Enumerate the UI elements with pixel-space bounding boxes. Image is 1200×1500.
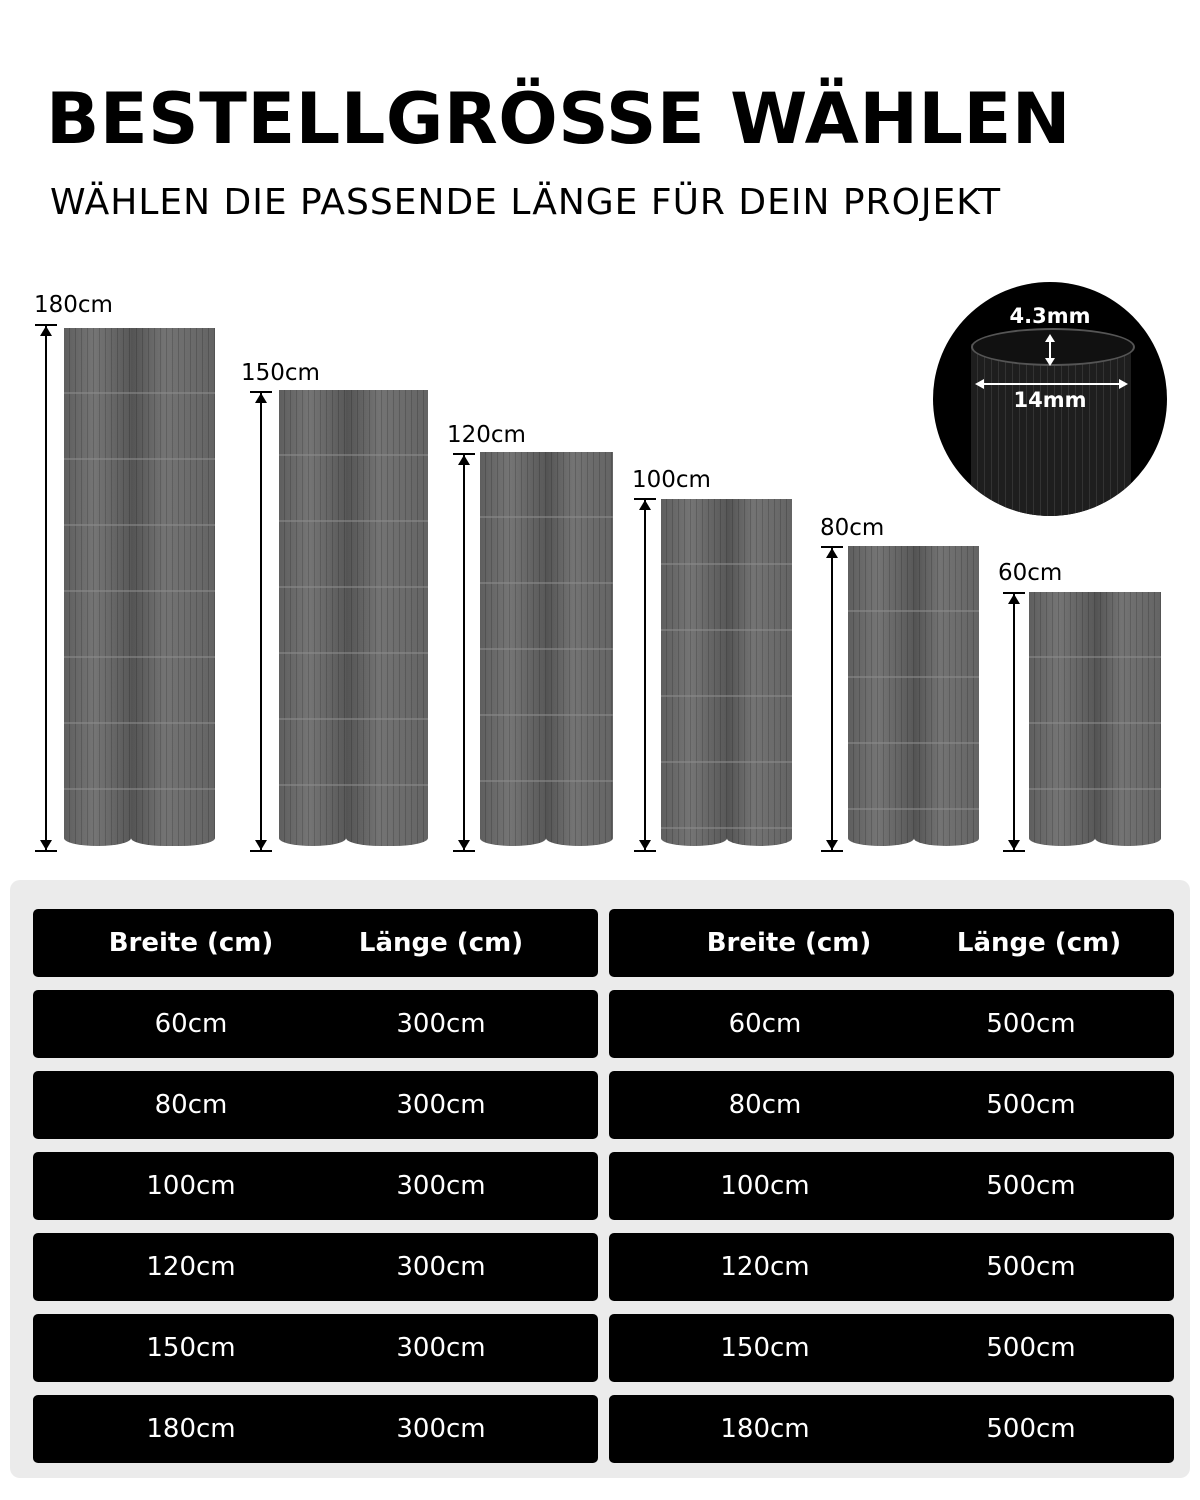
height-dimension-line bbox=[463, 455, 465, 850]
height-dimension-line bbox=[45, 326, 47, 850]
roll-front-half bbox=[1029, 592, 1095, 846]
table-row bbox=[33, 1071, 598, 1139]
roll-back-half bbox=[727, 499, 792, 846]
roll-label-150: 150cm bbox=[241, 360, 320, 386]
table-row bbox=[609, 1233, 1174, 1301]
cell-width: 100cm bbox=[720, 1171, 810, 1201]
cell-width: 60cm bbox=[728, 1009, 802, 1039]
arrow-down-icon bbox=[639, 840, 651, 850]
cell-length: 300cm bbox=[396, 1171, 486, 1201]
cell-width: 60cm bbox=[154, 1009, 228, 1039]
roll-front-half bbox=[480, 452, 546, 846]
roll-label-60: 60cm bbox=[998, 560, 1063, 586]
height-dimension-line bbox=[1013, 594, 1015, 850]
roll-back-half bbox=[131, 328, 215, 846]
arrow-down-icon bbox=[1008, 840, 1020, 850]
table-header bbox=[33, 909, 598, 977]
fence-roll-80 bbox=[848, 546, 979, 846]
roll-back-half bbox=[1095, 592, 1161, 846]
cell-width: 100cm bbox=[146, 1171, 236, 1201]
height-dimension-line bbox=[644, 500, 646, 850]
table-row bbox=[609, 1152, 1174, 1220]
cell-width: 80cm bbox=[728, 1090, 802, 1120]
roll-label-180: 180cm bbox=[34, 292, 113, 318]
fence-roll-100 bbox=[661, 499, 792, 846]
thickness-label: 4.3mm bbox=[1009, 304, 1091, 328]
roll-front-half bbox=[848, 546, 914, 846]
cell-length: 300cm bbox=[396, 1009, 486, 1039]
arrow-down-icon bbox=[40, 840, 52, 850]
arrow-down-icon bbox=[458, 840, 470, 850]
roll-back-half bbox=[346, 390, 428, 846]
cell-width: 80cm bbox=[154, 1090, 228, 1120]
roll-label-100: 100cm bbox=[632, 467, 711, 493]
dimension-cap bbox=[35, 850, 57, 852]
header-length: Länge (cm) bbox=[956, 928, 1122, 958]
table-row bbox=[33, 1152, 598, 1220]
fence-roll-60 bbox=[1029, 592, 1161, 846]
width-dimension-line bbox=[981, 383, 1121, 385]
cell-length: 300cm bbox=[396, 1252, 486, 1282]
roll-front-half bbox=[64, 328, 131, 846]
table-row bbox=[33, 1314, 598, 1382]
roll-back-half bbox=[546, 452, 613, 846]
cell-length: 500cm bbox=[986, 1090, 1076, 1120]
roll-front-half bbox=[661, 499, 727, 846]
table-row bbox=[33, 1395, 598, 1463]
cell-length: 500cm bbox=[986, 1414, 1076, 1444]
height-dimension-line bbox=[831, 548, 833, 850]
header-width: Breite (cm) bbox=[706, 928, 872, 958]
table-row bbox=[609, 990, 1174, 1058]
cell-length: 500cm bbox=[986, 1009, 1076, 1039]
cell-width: 120cm bbox=[720, 1252, 810, 1282]
table-row bbox=[33, 990, 598, 1058]
table-header bbox=[609, 909, 1174, 977]
table-row bbox=[609, 1071, 1174, 1139]
cell-length: 300cm bbox=[396, 1414, 486, 1444]
thickness-dimension-line bbox=[1049, 340, 1051, 360]
cell-length: 500cm bbox=[986, 1333, 1076, 1363]
cell-length: 500cm bbox=[986, 1252, 1076, 1282]
dimension-cap bbox=[821, 850, 843, 852]
fence-roll-180 bbox=[64, 328, 215, 846]
page-subtitle: WÄHLEN DIE PASSENDE LÄNGE FÜR DEIN PROJEKT bbox=[50, 182, 1002, 223]
width-label: 14mm bbox=[1013, 388, 1087, 412]
slat-detail-circle bbox=[933, 282, 1167, 516]
arrow-down-icon bbox=[1045, 358, 1055, 366]
cell-width: 180cm bbox=[146, 1414, 236, 1444]
dimension-cap bbox=[634, 850, 656, 852]
cell-width: 180cm bbox=[720, 1414, 810, 1444]
roll-label-120: 120cm bbox=[447, 422, 526, 448]
slat-texture bbox=[971, 344, 1131, 516]
cell-width: 120cm bbox=[146, 1252, 236, 1282]
header-width: Breite (cm) bbox=[108, 928, 274, 958]
fence-roll-150 bbox=[279, 390, 428, 846]
dimension-cap bbox=[453, 850, 475, 852]
table-row bbox=[33, 1233, 598, 1301]
cell-length: 300cm bbox=[396, 1090, 486, 1120]
roll-front-half bbox=[279, 390, 346, 846]
arrow-down-icon bbox=[826, 840, 838, 850]
arrow-down-icon bbox=[255, 840, 267, 850]
height-dimension-line bbox=[260, 393, 262, 850]
table-row bbox=[609, 1314, 1174, 1382]
roll-back-half bbox=[914, 546, 979, 846]
header-length: Länge (cm) bbox=[358, 928, 524, 958]
cell-length: 300cm bbox=[396, 1333, 486, 1363]
cell-width: 150cm bbox=[146, 1333, 236, 1363]
dimension-cap bbox=[1003, 850, 1025, 852]
cell-length: 500cm bbox=[986, 1171, 1076, 1201]
fence-roll-120 bbox=[480, 452, 613, 846]
roll-label-80: 80cm bbox=[820, 515, 885, 541]
page-title: BESTELLGRÖSSE WÄHLEN bbox=[46, 78, 1071, 160]
cell-width: 150cm bbox=[720, 1333, 810, 1363]
table-row bbox=[609, 1395, 1174, 1463]
dimension-cap bbox=[250, 850, 272, 852]
